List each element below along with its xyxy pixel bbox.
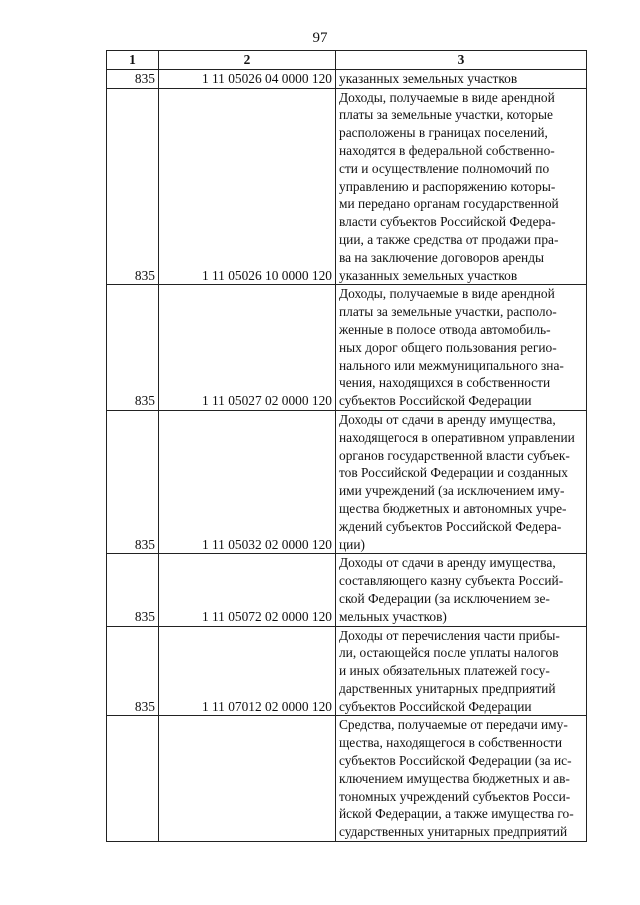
admin-code-cell: 835 [107, 88, 159, 285]
budget-code-cell: 1 11 05026 04 0000 120 [159, 69, 336, 88]
header-col-1: 1 [107, 51, 159, 70]
revenue-name-line: ли, остающейся после уплаты налогов [339, 645, 559, 661]
budget-code-cell: 1 11 05027 02 0000 120 [159, 285, 336, 411]
revenue-name-line: мельных участков) [339, 608, 447, 624]
revenue-name-line: субъектов Российской Федерации [339, 393, 532, 409]
revenue-name-cell [336, 716, 587, 842]
table-row [107, 410, 587, 553]
budget-code-cell: 1 11 07012 02 0000 120 [159, 626, 336, 716]
revenue-name-cell [336, 285, 587, 411]
revenue-name-line: расположены в границах поселений, [339, 125, 548, 141]
revenue-name-line: и иных обязательных платежей госу- [339, 663, 550, 679]
revenue-name-cell [336, 626, 587, 716]
revenue-name-line: ции) [339, 536, 365, 552]
revenue-name-cell [336, 554, 587, 626]
header-row [107, 51, 587, 70]
revenue-name-line: чения, находящихся в собственности [339, 375, 551, 391]
revenue-name-line: субъектов Российской Федерации [339, 698, 532, 714]
revenue-name-cell [336, 410, 587, 553]
revenue-name-line: указанных земельных участков [339, 70, 518, 86]
revenue-name-cell [336, 69, 587, 88]
revenue-name-line: находящегося в оперативном управлении [339, 429, 575, 445]
admin-code-cell: 835 [107, 410, 159, 553]
revenue-name-line: находятся в федеральной собственно- [339, 142, 555, 158]
revenue-name-line: щества, находящегося в собственности [339, 735, 563, 751]
revenue-name-line: Доходы от перечисления части прибы- [339, 627, 560, 643]
admin-code-cell: 835 [107, 285, 159, 411]
revenue-name-line: ных дорог общего пользования регио- [339, 339, 557, 355]
table-row [107, 716, 587, 842]
revenue-name-line: дарственных унитарных предприятий [339, 680, 556, 696]
revenue-name-line: власти субъектов Российской Федера- [339, 214, 556, 230]
budget-code-cell: 1 11 05072 02 0000 120 [159, 554, 336, 626]
revenue-name-line: указанных земельных участков [339, 267, 518, 283]
revenue-name-line: ими учреждений (за исключением иму- [339, 483, 565, 499]
revenue-name-line: Доходы, получаемые в виде арендной [339, 286, 555, 302]
revenue-name-line: ции, а также средства от продажи пра- [339, 231, 559, 247]
revenue-name-line: Средства, получаемые от передачи иму- [339, 717, 568, 733]
revenue-name-line: тономных учреждений субъектов Росси- [339, 788, 571, 804]
table-row [107, 285, 587, 411]
revenue-name-line: ключением имущества бюджетных и ав- [339, 770, 570, 786]
revenue-name-line: Доходы от сдачи в аренду имущества, [339, 411, 556, 427]
admin-code-cell: 835 [107, 626, 159, 716]
table-body [107, 69, 587, 841]
budget-code-cell: 1 11 05026 10 0000 120 [159, 88, 336, 285]
admin-code-cell [107, 716, 159, 842]
revenue-name-line: Доходы, получаемые в виде арендной [339, 89, 555, 105]
revenue-name-line: нального или межмуниципального зна- [339, 357, 564, 373]
revenue-name-line: тов Российской Федерации и созданных [339, 465, 568, 481]
revenue-name-cell [336, 88, 587, 285]
budget-code-cell [159, 716, 336, 842]
revenue-name-line: женные в полосе отвода автомобиль- [339, 321, 551, 337]
table-row [107, 69, 587, 88]
revenue-name-line: сти и осуществление полномочий по [339, 160, 550, 176]
revenue-name-line: субъектов Российской Федерации (за ис- [339, 753, 572, 769]
revenue-name-line: органов государственной власти субъек- [339, 447, 570, 463]
revenue-name-line: сударственных унитарных предприятий [339, 824, 568, 840]
admin-code-cell: 835 [107, 554, 159, 626]
revenue-codes-table [106, 50, 587, 842]
table-row [107, 554, 587, 626]
header-col-2: 2 [159, 51, 336, 70]
admin-code-cell: 835 [107, 69, 159, 88]
revenue-name-line: платы за земельные участки, располо- [339, 304, 557, 320]
revenue-name-line: платы за земельные участки, которые [339, 107, 554, 123]
table-row [107, 88, 587, 285]
revenue-name-line: управлению и распоряжению которы- [339, 178, 556, 194]
revenue-name-line: ской Федерации (за исключением зе- [339, 590, 550, 606]
revenue-name-line: ва на заключение договоров аренды [339, 249, 545, 265]
revenue-name-line: ждений субъектов Российской Федера- [339, 518, 562, 534]
table-header [107, 51, 587, 70]
table-row [107, 626, 587, 716]
page-number: 97 [312, 30, 328, 46]
budget-code-cell: 1 11 05032 02 0000 120 [159, 410, 336, 553]
revenue-name-line: щества бюджетных и автономных учре- [339, 500, 567, 516]
header-col-3: 3 [336, 51, 587, 70]
revenue-name-line: Доходы от сдачи в аренду имущества, [339, 555, 556, 571]
revenue-name-line: ми передано органам государственной [339, 196, 559, 212]
revenue-name-line: йской Федерации, а также имущества го- [339, 806, 574, 822]
revenue-name-line: составляющего казну субъекта Россий- [339, 573, 564, 589]
